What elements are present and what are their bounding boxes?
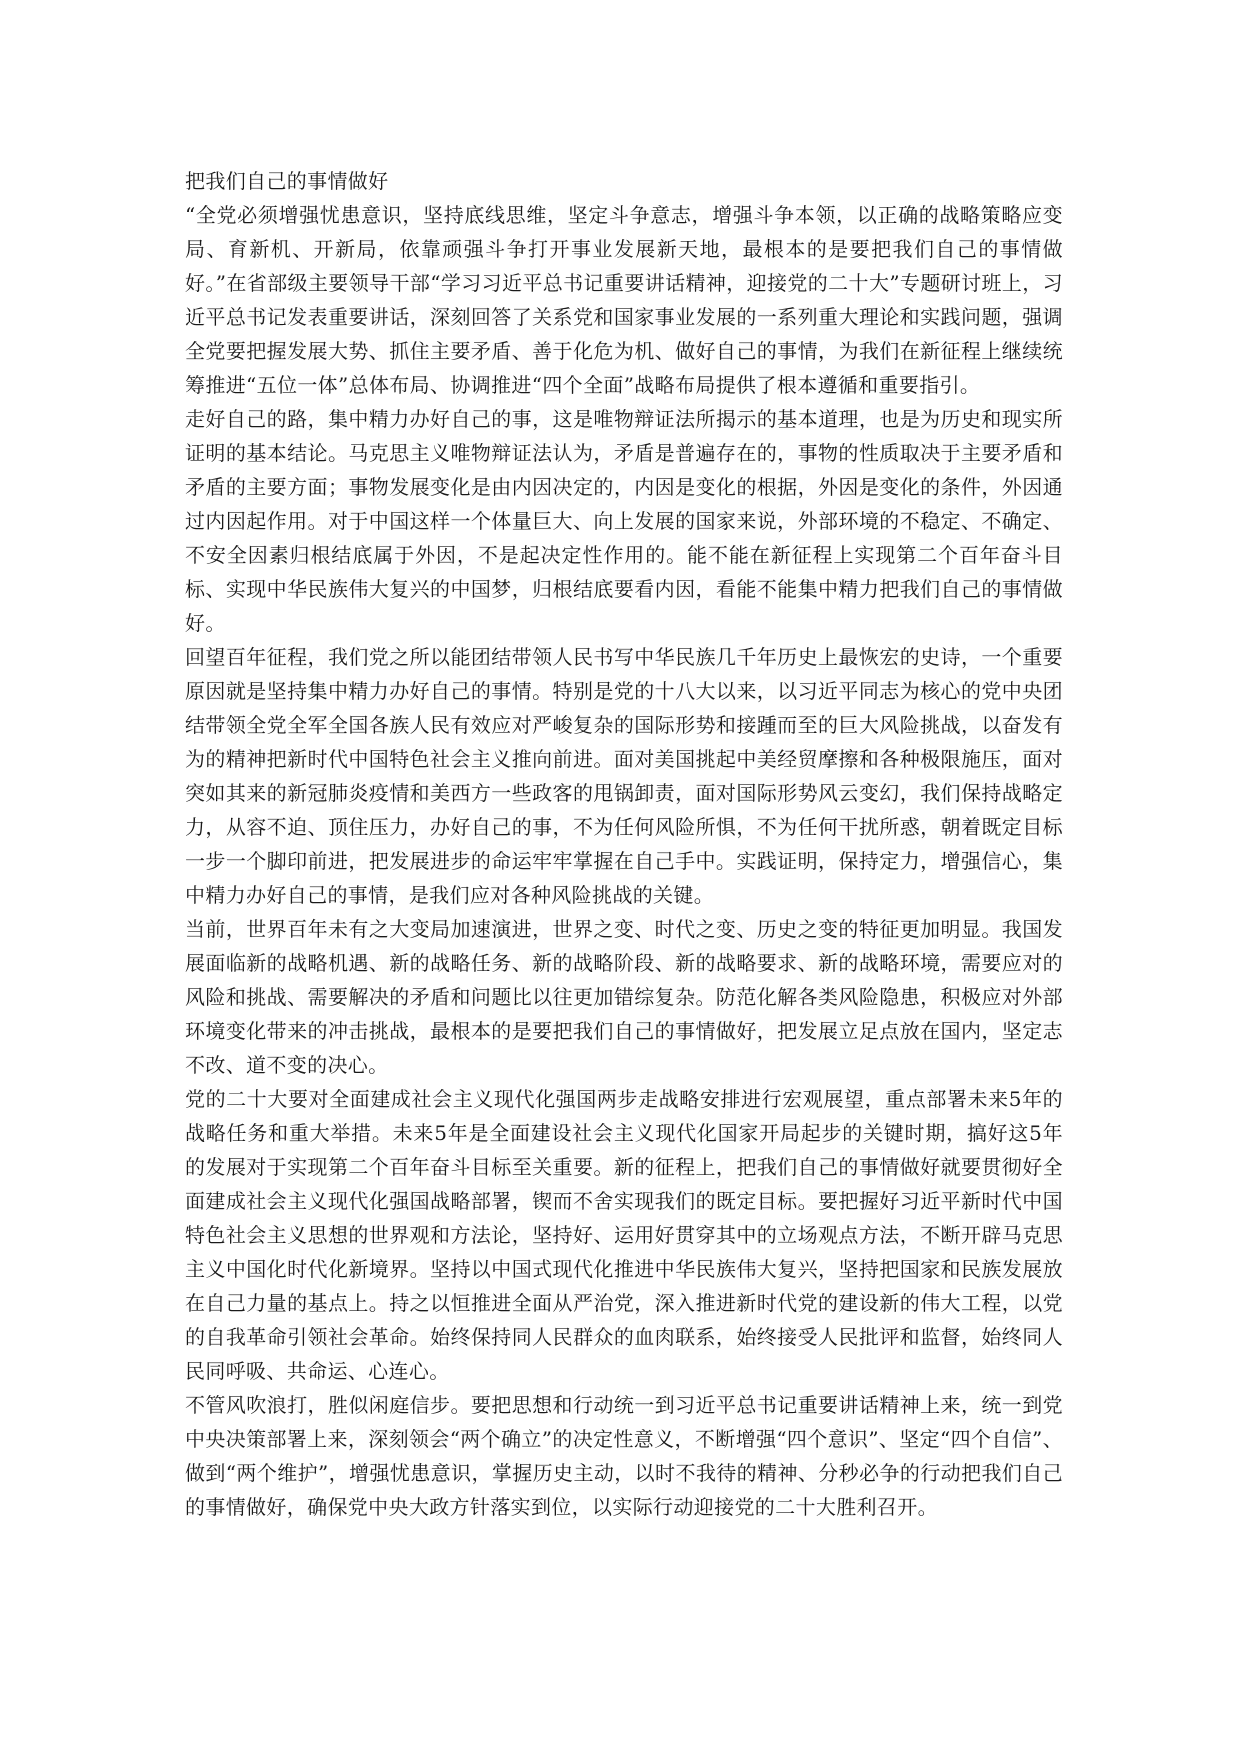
paragraph-1: “全党必须增强忧患意识，坚持底线思维，坚定斗争意志，增强斗争本领，以正确的战略策略应变局、育新机、开新局，依靠顽强斗争打开事业发展新天地，最根本的是要把我们自己的事情做好。”在省部级主要领导干部“学习习近平总书记重要讲话精神，迎接党的二十大”专题研讨班上，习近平总书记发表重要讲话，深刻回答了关系党和国家事业发展的一系列重大理论和实践问题，强调全党要把握发展大势、抓住主要矛盾、善于化危为机、做好自己的事情，为我们在新征程上继续统筹推进“五位一体”总体布局、协调推进“四个全面”战略布局提供了根本遵循和重要指引。: [185, 203, 1063, 397]
paragraph-5: 党的二十大要对全面建成社会主义现代化强国两步走战略安排进行宏观展望，重点部署未来5年的战略任务和重大举措。未来5年是全面建设社会主义现代化国家开局起步的关键时期，搞好这5年的发展对于实现第二个百年奋斗目标至关重要。新的征程上，把我们自己的事情做好就要贯彻好全面建成社会主义现代化强国战略部署，锲而不舍实现我们的既定目标。要把握好习近平新时代中国特色社会主义思想的世界观和方法论，坚持好、运用好贯穿其中的立场观点方法，不断开辟马克思主义中国化时代化新境界。坚持以中国式现代化推进中华民族伟大复兴，坚持把国家和民族发展放在自己力量的基点上。持之以恒推进全面从严治党，深入推进新时代党的建设新的伟大工程，以党的自我革命引领社会革命。始终保持同人民群众的血肉联系，始终接受人民批评和监督，始终同人民同呼吸、共命运、心连心。: [185, 1087, 1063, 1383]
paragraph-3: 回望百年征程，我们党之所以能团结带领人民书写中华民族几千年历史上最恢宏的史诗，一个重要原因就是坚持集中精力办好自己的事情。特别是党的十八大以来，以习近平同志为核心的党中央团结带领全党全军全国各族人民有效应对严峻复杂的国际形势和接踵而至的巨大风险挑战，以奋发有为的精神把新时代中国特色社会主义推向前进。面对美国挑起中美经贸摩擦和各种极限施压，面对突如其来的新冠肺炎疫情和美西方一些政客的甩锅卸责，面对国际形势风云变幻，我们保持战略定力，从容不迫、顶住压力，办好自己的事，不为任何风险所惧，不为任何干扰所惑，朝着既定目标一步一个脚印前进，把发展进步的命运牢牢掌握在自己手中。实践证明，保持定力，增强信心，集中精力办好自己的事情，是我们应对各种风险挑战的关键。: [185, 645, 1063, 907]
paragraph-2: 走好自己的路，集中精力办好自己的事，这是唯物辩证法所揭示的基本道理，也是为历史和现实所证明的基本结论。马克思主义唯物辩证法认为，矛盾是普遍存在的，事物的性质取决于主要矛盾和矛盾的主要方面；事物发展变化是由内因决定的，内因是变化的根据，外因是变化的条件，外因通过内因起作用。对于中国这样一个体量巨大、向上发展的国家来说，外部环境的不稳定、不确定、不安全因素归根结底属于外因，不是起决定性作用的。能不能在新征程上实现第二个百年奋斗目标、实现中华民族伟大复兴的中国梦，归根结底要看内因，看能不能集中精力把我们自己的事情做好。: [185, 407, 1063, 635]
document-page: [185, 164, 1063, 1524]
paragraph-4: 当前，世界百年未有之大变局加速演进，世界之变、时代之变、历史之变的特征更加明显。我国发展面临新的战略机遇、新的战略任务、新的战略阶段、新的战略要求、新的战略环境，需要应对的风险和挑战、需要解决的矛盾和问题比以往更加错综复杂。防范化解各类风险隐患，积极应对外部环境变化带来的冲击挑战，最根本的是要把我们自己的事情做好，把发展立足点放在国内，坚定志不改、道不变的决心。: [185, 917, 1063, 1077]
document-title: 把我们自己的事情做好: [185, 169, 389, 193]
paragraph-6: 不管风吹浪打，胜似闲庭信步。要把思想和行动统一到习近平总书记重要讲话精神上来，统一到党中央决策部署上来，深刻领会“两个确立”的决定性意义，不断增强“四个意识”、坚定“四个自信”、做到“两个维护”，增强忧患意识，掌握历史主动，以时不我待的精神、分秒必争的行动把我们自己的事情做好，确保党中央大政方针落实到位，以实际行动迎接党的二十大胜利召开。: [185, 1393, 1063, 1519]
